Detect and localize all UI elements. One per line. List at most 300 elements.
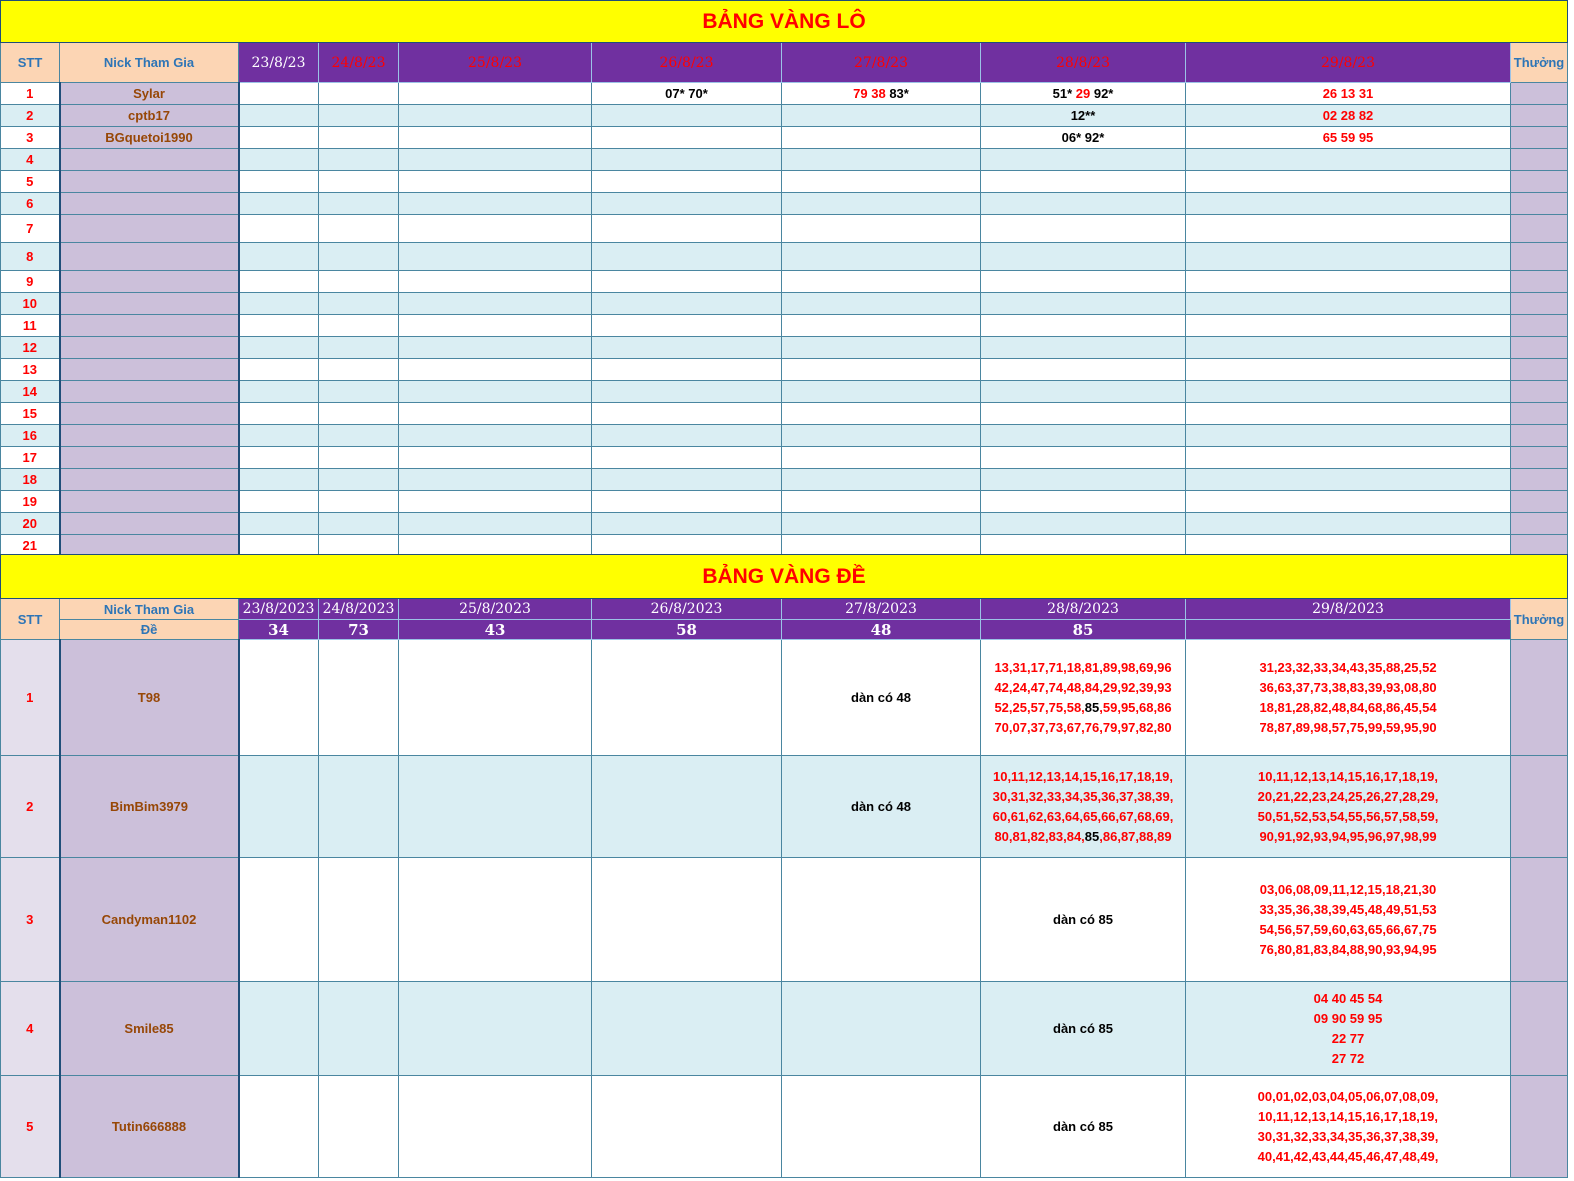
de-day-cell	[239, 640, 319, 756]
lo-thuong-cell	[1511, 315, 1568, 337]
lo-day-cell	[782, 293, 981, 315]
lo-day-cell	[239, 381, 319, 403]
lo-day-cell	[399, 83, 592, 105]
lo-day-cell	[239, 469, 319, 491]
lo-day-cell	[399, 315, 592, 337]
lo-day-cell	[592, 381, 782, 403]
lo-day-cell	[782, 149, 981, 171]
de-pick-line	[1186, 1087, 1510, 1107]
de-pick-line	[1186, 1029, 1510, 1049]
lo-thuong-cell	[1511, 469, 1568, 491]
lo-day-cell	[319, 105, 399, 127]
lo-thuong-cell	[1511, 171, 1568, 193]
lo-day-cell	[592, 403, 782, 425]
de-day-cell	[1186, 756, 1511, 858]
de-result-5: 48	[782, 620, 981, 640]
lo-nick-cell	[60, 149, 239, 171]
lo-day-cell	[1186, 403, 1511, 425]
de-pick-text: 20,21,22,23,24,25,26,27,28,29,	[1257, 788, 1439, 804]
lo-day-cell	[239, 425, 319, 447]
lo-thuong-cell	[1511, 215, 1568, 243]
de-pick-line	[1186, 1147, 1510, 1167]
de-pick-text: dàn có 48	[851, 798, 911, 814]
lo-day-cell	[592, 127, 782, 149]
de-stt-cell: 5	[1, 1076, 60, 1178]
de-pick-line	[981, 678, 1185, 698]
lo-day-cell	[981, 271, 1186, 293]
de-header-date-2: 24/8/2023	[319, 599, 399, 620]
lo-stt-cell: 10	[1, 293, 60, 315]
lo-day-cell	[1186, 469, 1511, 491]
lo-day-cell	[399, 271, 592, 293]
de-day-cell	[399, 1076, 592, 1178]
lo-nick-cell	[60, 469, 239, 491]
de-day-cell	[399, 640, 592, 756]
de-day-cell	[981, 640, 1186, 756]
lo-stt-cell: 18	[1, 469, 60, 491]
lo-day-cell	[1186, 315, 1511, 337]
lo-day-cell	[319, 293, 399, 315]
lo-thuong-cell	[1511, 337, 1568, 359]
lo-nick-cell	[60, 359, 239, 381]
de-pick-text: 70,07,37,73,67,76,79,97,82,80	[994, 719, 1172, 735]
de-pick-text: 10,11,12,13,14,15,16,17,18,19,	[1257, 768, 1438, 784]
lo-day-cell	[399, 513, 592, 535]
lo-header-nick: Nick Tham Gia	[60, 43, 239, 83]
de-pick-text: 52,25,57,75,58,	[994, 699, 1085, 715]
lo-day-cell	[239, 193, 319, 215]
lo-day-cell	[319, 315, 399, 337]
lo-day-cell	[319, 243, 399, 271]
de-day-cell	[592, 982, 782, 1076]
de-pick-line	[981, 1019, 1185, 1039]
lo-day-cell	[319, 469, 399, 491]
lo-row	[1, 447, 1568, 469]
de-day-cell	[1186, 858, 1511, 982]
de-row	[1, 982, 1568, 1076]
lo-table	[0, 0, 1568, 557]
lo-day-cell	[399, 293, 592, 315]
de-day-cell	[239, 858, 319, 982]
lo-day-cell	[592, 105, 782, 127]
de-pick-text: dàn có 85	[1053, 1020, 1113, 1036]
lo-pick-text: 29	[1075, 86, 1091, 101]
lo-day-cell	[399, 469, 592, 491]
de-day-cell	[981, 982, 1186, 1076]
lo-row	[1, 469, 1568, 491]
de-pick-line	[1186, 989, 1510, 1009]
lo-day-cell	[592, 337, 782, 359]
de-result-6: 85	[981, 620, 1186, 640]
lo-pick-text: 92*	[1090, 86, 1114, 101]
lo-nick-cell: Sylar	[60, 83, 239, 105]
lo-stt-cell: 4	[1, 149, 60, 171]
de-row	[1, 858, 1568, 982]
lo-day-cell	[592, 83, 782, 105]
de-table	[0, 554, 1568, 1178]
lo-day-cell	[782, 425, 981, 447]
lo-day-cell	[1186, 359, 1511, 381]
de-pick-line	[981, 1117, 1185, 1137]
de-pick-text: 10,11,12,13,14,15,16,17,18,19,	[1257, 1108, 1438, 1124]
de-pick-text: 27 72	[1331, 1050, 1365, 1066]
lo-day-cell	[399, 171, 592, 193]
lo-day-cell	[239, 171, 319, 193]
de-header-date-3: 25/8/2023	[399, 599, 592, 620]
lo-day-cell	[782, 83, 981, 105]
de-pick-line	[1186, 658, 1510, 678]
lo-day-cell	[782, 337, 981, 359]
lo-thuong-cell	[1511, 425, 1568, 447]
lo-day-cell	[592, 447, 782, 469]
de-day-cell	[592, 640, 782, 756]
de-thuong-cell	[1511, 982, 1568, 1076]
lo-title: BẢNG VÀNG LÔ	[1, 1, 1568, 43]
lo-day-cell	[782, 105, 981, 127]
lo-row	[1, 491, 1568, 513]
de-pick-text: 00,01,02,03,04,05,06,07,08,09,	[1257, 1088, 1439, 1104]
lo-day-cell	[239, 271, 319, 293]
lo-nick-cell: BGquetoi1990	[60, 127, 239, 149]
lo-day-cell	[1186, 381, 1511, 403]
lo-nick-cell	[60, 193, 239, 215]
lo-day-cell	[782, 513, 981, 535]
lo-day-cell	[592, 491, 782, 513]
lo-day-cell	[239, 243, 319, 271]
lo-day-cell	[981, 359, 1186, 381]
de-pick-text: 30,31,32,33,34,35,36,37,38,39,	[992, 788, 1174, 804]
de-pick-text: 50,51,52,53,54,55,56,57,58,59,	[1257, 808, 1439, 824]
lo-row	[1, 83, 1568, 105]
de-pick-line	[1186, 698, 1510, 718]
lo-day-cell	[1186, 271, 1511, 293]
lo-row	[1, 127, 1568, 149]
lo-day-cell	[981, 491, 1186, 513]
lo-day-cell	[782, 271, 981, 293]
lo-stt-cell: 5	[1, 171, 60, 193]
lo-day-cell	[1186, 243, 1511, 271]
de-pick-text: ,59,95,68,86	[1099, 699, 1172, 715]
lo-row	[1, 403, 1568, 425]
de-result-4: 58	[592, 620, 782, 640]
lo-day-cell	[981, 243, 1186, 271]
de-thuong-cell	[1511, 858, 1568, 982]
de-pick-line	[1186, 718, 1510, 738]
lo-day-cell	[592, 315, 782, 337]
lo-day-cell	[399, 447, 592, 469]
de-day-cell	[782, 640, 981, 756]
lo-stt-cell: 16	[1, 425, 60, 447]
de-pick-line	[1186, 807, 1510, 827]
de-pick-line	[981, 807, 1185, 827]
de-pick-line	[981, 827, 1185, 847]
de-result-2: 73	[319, 620, 399, 640]
lo-header-date-7: 29/8/23	[1186, 43, 1511, 83]
de-day-cell	[399, 858, 592, 982]
de-header-date-7: 29/8/2023	[1186, 599, 1511, 620]
lo-stt-cell: 8	[1, 243, 60, 271]
de-stt-cell: 3	[1, 858, 60, 982]
de-pick-line	[1186, 827, 1510, 847]
lo-stt-cell: 19	[1, 491, 60, 513]
de-pick-text: 42,24,47,74,48,84,29,92,39,93	[994, 679, 1172, 695]
de-result-3: 43	[399, 620, 592, 640]
lo-day-cell	[319, 337, 399, 359]
lo-pick-text: 06* 92*	[1061, 130, 1105, 145]
lo-pick-text: 12**	[1070, 108, 1096, 123]
lo-day-cell	[782, 381, 981, 403]
lo-stt-cell: 1	[1, 83, 60, 105]
lo-nick-cell	[60, 215, 239, 243]
de-day-cell	[782, 858, 981, 982]
lo-day-cell	[782, 171, 981, 193]
de-day-cell	[239, 1076, 319, 1178]
lo-day-cell	[981, 149, 1186, 171]
de-pick-text: 80,81,82,83,84,	[994, 828, 1085, 844]
lo-day-cell	[592, 215, 782, 243]
de-pick-line	[1186, 1009, 1510, 1029]
de-day-cell	[319, 640, 399, 756]
lo-day-cell	[981, 171, 1186, 193]
lo-day-cell	[782, 215, 981, 243]
lo-header-date-4: 26/8/23	[592, 43, 782, 83]
lo-nick-cell	[60, 381, 239, 403]
de-day-cell	[239, 982, 319, 1076]
de-pick-line	[981, 658, 1185, 678]
lo-day-cell	[239, 215, 319, 243]
lo-stt-cell: 11	[1, 315, 60, 337]
lo-day-cell	[319, 513, 399, 535]
lo-day-cell	[239, 359, 319, 381]
lo-day-cell	[592, 149, 782, 171]
de-pick-text: 09 90 59 95	[1313, 1010, 1383, 1026]
lo-day-cell	[592, 469, 782, 491]
lo-header-date-3: 25/8/23	[399, 43, 592, 83]
de-day-cell	[592, 756, 782, 858]
lo-day-cell	[782, 491, 981, 513]
de-result-7	[1186, 620, 1511, 640]
lo-row	[1, 271, 1568, 293]
de-pick-line	[782, 688, 980, 708]
lo-day-cell	[592, 359, 782, 381]
lo-pick-text: 51*	[1052, 86, 1076, 101]
lo-stt-cell: 6	[1, 193, 60, 215]
de-pick-line	[981, 910, 1185, 930]
lo-day-cell	[782, 193, 981, 215]
lo-day-cell	[782, 447, 981, 469]
de-result-row	[1, 620, 1568, 640]
lo-day-cell	[319, 149, 399, 171]
lo-day-cell	[1186, 149, 1511, 171]
lo-day-cell	[399, 425, 592, 447]
de-day-cell	[981, 858, 1186, 982]
lo-day-cell	[981, 83, 1186, 105]
lo-day-cell	[319, 271, 399, 293]
lo-day-cell	[592, 271, 782, 293]
de-pick-line	[1186, 880, 1510, 900]
lo-stt-cell: 20	[1, 513, 60, 535]
lo-stt-cell: 17	[1, 447, 60, 469]
de-day-cell	[319, 756, 399, 858]
de-nick-cell: T98	[60, 640, 239, 756]
lo-nick-cell	[60, 425, 239, 447]
de-nick-cell: Tutin666888	[60, 1076, 239, 1178]
lo-pick-text: 26 13 31	[1322, 86, 1374, 101]
de-header-nick: Nick Tham Gia	[60, 599, 239, 620]
lo-nick-cell	[60, 491, 239, 513]
de-stt-cell: 4	[1, 982, 60, 1076]
de-pick-line	[782, 797, 980, 817]
lo-day-cell	[399, 243, 592, 271]
lo-day-cell	[981, 215, 1186, 243]
de-pick-line	[1186, 900, 1510, 920]
de-row	[1, 640, 1568, 756]
lo-row	[1, 359, 1568, 381]
lo-day-cell	[399, 359, 592, 381]
lo-day-cell	[1186, 105, 1511, 127]
lo-day-cell	[981, 469, 1186, 491]
lo-day-cell	[239, 447, 319, 469]
de-pick-text: 03,06,08,09,11,12,15,18,21,30	[1259, 881, 1437, 897]
lo-day-cell	[239, 105, 319, 127]
lo-nick-cell: cptb17	[60, 105, 239, 127]
lo-day-cell	[239, 315, 319, 337]
lo-day-cell	[782, 469, 981, 491]
lo-day-cell	[239, 83, 319, 105]
lo-header-stt: STT	[1, 43, 60, 83]
de-thuong-cell	[1511, 1076, 1568, 1178]
lo-thuong-cell	[1511, 359, 1568, 381]
de-day-cell	[399, 756, 592, 858]
de-header-stt: STT	[1, 599, 60, 640]
de-row	[1, 1076, 1568, 1178]
lo-day-cell	[592, 425, 782, 447]
lo-thuong-cell	[1511, 271, 1568, 293]
lo-nick-cell	[60, 447, 239, 469]
de-pick-line	[1186, 1107, 1510, 1127]
lo-row	[1, 337, 1568, 359]
de-day-cell	[1186, 1076, 1511, 1178]
lo-day-cell	[782, 127, 981, 149]
lo-day-cell	[782, 359, 981, 381]
de-pick-text: dàn có 48	[851, 689, 911, 705]
lo-pick-text: 83*	[885, 86, 909, 101]
de-header-thuong: Thưởng	[1511, 599, 1568, 640]
de-pick-text: ,86,87,88,89	[1099, 828, 1172, 844]
de-pick-text: 85	[1084, 699, 1100, 715]
lo-day-cell	[319, 359, 399, 381]
lo-row	[1, 513, 1568, 535]
lo-nick-cell	[60, 513, 239, 535]
lo-row	[1, 215, 1568, 243]
de-header-row	[1, 599, 1568, 620]
de-header-date-5: 27/8/2023	[782, 599, 981, 620]
de-pick-text: dàn có 85	[1053, 911, 1113, 927]
de-pick-text: 33,35,36,38,39,45,48,49,51,53	[1259, 901, 1437, 917]
de-day-cell	[1186, 640, 1511, 756]
de-pick-line	[1186, 767, 1510, 787]
lo-thuong-cell	[1511, 243, 1568, 271]
de-day-cell	[239, 756, 319, 858]
lo-day-cell	[399, 215, 592, 243]
lo-day-cell	[1186, 215, 1511, 243]
lo-day-cell	[981, 425, 1186, 447]
lo-nick-cell	[60, 337, 239, 359]
lo-day-cell	[1186, 83, 1511, 105]
lo-stt-cell: 12	[1, 337, 60, 359]
lo-stt-cell: 15	[1, 403, 60, 425]
lo-day-cell	[592, 513, 782, 535]
de-pick-text: 04 40 45 54	[1313, 990, 1383, 1006]
de-pick-line	[1186, 787, 1510, 807]
lo-day-cell	[592, 193, 782, 215]
de-pick-text: 10,11,12,13,14,15,16,17,18,19,	[992, 768, 1173, 784]
lo-thuong-cell	[1511, 381, 1568, 403]
lo-day-cell	[981, 105, 1186, 127]
lo-row	[1, 149, 1568, 171]
de-header-date-6: 28/8/2023	[981, 599, 1186, 620]
de-pick-text: 22 77	[1331, 1030, 1365, 1046]
de-nick-cell: BimBim3979	[60, 756, 239, 858]
lo-day-cell	[239, 403, 319, 425]
lo-day-cell	[592, 293, 782, 315]
lo-day-cell	[399, 105, 592, 127]
lo-day-cell	[399, 193, 592, 215]
de-header-de-label: Đề	[60, 620, 239, 640]
lo-pick-text: 07* 70*	[665, 86, 708, 101]
de-pick-text: 60,61,62,63,64,65,66,67,68,69,	[992, 808, 1174, 824]
lo-header-date-2: 24/8/23	[319, 43, 399, 83]
de-nick-cell: Candyman1102	[60, 858, 239, 982]
lo-day-cell	[1186, 513, 1511, 535]
lo-day-cell	[399, 381, 592, 403]
lo-nick-cell	[60, 403, 239, 425]
de-pick-line	[1186, 678, 1510, 698]
de-day-cell	[319, 1076, 399, 1178]
lo-day-cell	[319, 83, 399, 105]
lo-day-cell	[981, 513, 1186, 535]
lo-day-cell	[782, 403, 981, 425]
lo-stt-cell: 9	[1, 271, 60, 293]
lo-day-cell	[239, 127, 319, 149]
de-day-cell	[981, 1076, 1186, 1178]
de-day-cell	[981, 756, 1186, 858]
lo-day-cell	[319, 491, 399, 513]
lo-stt-cell: 14	[1, 381, 60, 403]
lo-header-date-5: 27/8/23	[782, 43, 981, 83]
de-pick-line	[1186, 1049, 1510, 1069]
de-pick-line	[981, 787, 1185, 807]
lo-day-cell	[1186, 293, 1511, 315]
de-day-cell	[399, 982, 592, 1076]
lo-day-cell	[981, 193, 1186, 215]
de-stt-cell: 1	[1, 640, 60, 756]
lo-day-cell	[399, 337, 592, 359]
lo-day-cell	[981, 403, 1186, 425]
lo-day-cell	[782, 315, 981, 337]
lo-day-cell	[319, 447, 399, 469]
lo-row	[1, 171, 1568, 193]
lo-row	[1, 381, 1568, 403]
de-pick-line	[981, 718, 1185, 738]
de-pick-text: 76,80,81,83,84,88,90,93,94,95	[1259, 941, 1437, 957]
lo-thuong-cell	[1511, 105, 1568, 127]
lo-day-cell	[981, 337, 1186, 359]
lo-stt-cell: 3	[1, 127, 60, 149]
lo-day-cell	[592, 171, 782, 193]
lo-day-cell	[319, 381, 399, 403]
lo-nick-cell	[60, 271, 239, 293]
